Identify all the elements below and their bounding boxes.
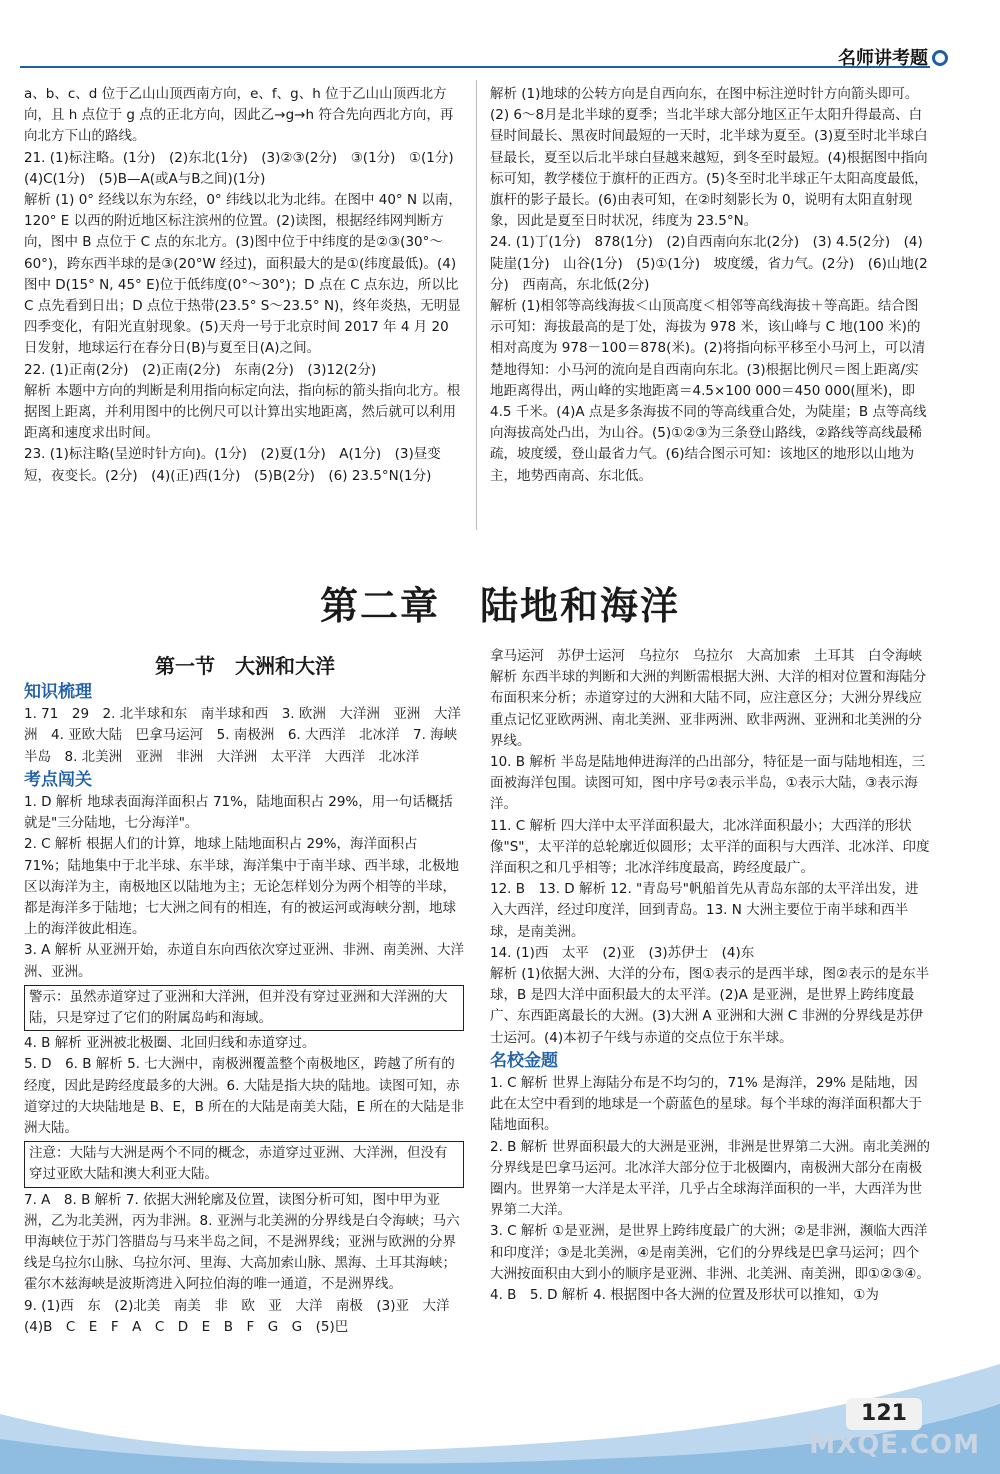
answer-21: 21. (1)标注略。(1分) (2)东北(1分) (3)②③(2分) ③(1分) ①(1分) (4)C(1分) (5)B—A(或A与B之间)(1分) [24, 149, 468, 187]
checkpoint-3: 3. A 解析 从亚洲开始，赤道自东向西依次穿过亚洲、非洲、南美洲、大洋洲、亚洲。 [24, 942, 464, 980]
answer-24: 24. (1)丁(1分) 878(1分) (2)自西南向东北(2分) (3) 4.5(2分) (4)陡崖(1分) 山谷(1分) (5)①(1分) 坡度缓，省力气。(2分) (6)山地(2分) 西南高，东北低(2分) [490, 234, 928, 293]
checkpoint-9-cont: 拿马运河 苏伊士运河 乌拉尔 乌拉尔 大高加索 土耳其 白令海峡 [490, 648, 922, 664]
checkpoint-2: 2. C 解析 根据人们的计算，地球上陆地面积占 29%，海洋面积占 71%；陆地集中于北半球、东半球，海洋集中于南半球、西半球，北极地区以海洋为主，南极地区以陆地为主；无论怎样划分为两个相等的半球，都是海洋多于陆地；七大洲之间有的相连，有的被运河或海峡分割，地球上的海洋彼此相连。 [24, 836, 460, 938]
answer-22: 22. (1)正南(2分) (2)正南(2分) 东南(2分) (3)12(2分) [24, 361, 377, 378]
chapter-title: 第二章 陆地和海洋 [319, 583, 680, 628]
section-title: 第一节 大洲和大洋 [155, 654, 335, 678]
analysis-21: 解析 (1) 0° 经线以东为东经，0° 纬线以北为北纬。在图中 40° N 以南，120° E 以西的附近地区标注滨州的位置。(2)读图，根据经纬网判断方向，图中 B 点位于 C 点的东北方。(3)图中位于中纬度的是②③(30°～60°)，跨东西半球的是③(20°W 经过)，面积最大的是①(纬度最低)。(4)图中 D(15° N, 45° E)位于低纬度(0°～30°)；D 点在 C 点东边，所以比 C 点先看到日出；D 点位于热带(23.5° S～23.5° N)，终年炎热，无明显四季变化，有阳光直射现象。(5)天舟一号于北京时间 2017 年 4 月 20 日发射，地球运行在春分日(B)与夏至日(A)之间。 [24, 192, 462, 357]
analysis-14: 解析 (1)依据大洲、大洋的分布，图①表示的是西半球，图②表示的是东半球，B 是四大洋中面积最大的太平洋。(2)A 是亚洲，是世界上跨纬度最广、东西距离最长的大洲。(3)大洲 A 亚洲和大洲 C 非洲的分界线是苏伊士运河。(4)本初子午线与赤道的交点位于东半球。 [490, 966, 930, 1046]
checkpoint-5-6: 5. D 6. B 解析 5. 七大洲中，南极洲覆盖整个南极地区，跨越了所有的经度，因此是跨经度最多的大洲。6. 大陆是指大块的陆地。读图可知，赤道穿过的大块陆地是 B、E，B 所在的大陆是南美大陆，E 所在的大陆是非洲大陆。 [24, 1056, 464, 1137]
watermark: MXQE.COM [809, 1430, 980, 1460]
right-top-column [490, 84, 930, 487]
checkpoint-9: 9. (1)西 东 (2)北美 南美 非 欧 亚 大洋 南极 (3)亚 大洋 (4)B C E F A C D E B F G G (5)巴 [24, 1297, 464, 1335]
checkpoint-1: 1. D 解析 地球表面海洋面积占 71%，陆地面积占 29%，用一句话概括就是"三分陆地，七分海洋"。 [24, 794, 453, 832]
checkpoint-14: 14. (1)西 太平 (2)亚 (3)苏伊士 (4)东 [490, 944, 755, 961]
checkpoint-4: 4. B 解析 亚洲被北极圈、北回归线和赤道穿过。 [24, 1035, 316, 1052]
right-bottom-column [490, 646, 930, 1306]
analysis-22: 解析 本题中方向的判断是利用指向标定向法，指向标的箭头指向北方。根据图上距离，并利用图中的比例尺可以计算出实地距离，然后就可以利用距离和速度求出时间。 [24, 382, 461, 442]
heading-knowledge: 知识梳理 [24, 682, 92, 702]
school-2: 2. B 解析 世界面积最大的大洲是亚洲，非洲是世界第二大洲。南北美洲的分界线是巴拿马运河。北冰洋大部分位于北极圈内，南极洲大部分在南极圈内。世界第一大洋是太平洋，几乎占全球海洋面积的一半，大西洋为世界第二大洋。 [490, 1138, 931, 1219]
warning-box: 警示：虽然赤道穿过了亚洲和大洋洲，但并没有穿过亚洲和大洋洲的大陆，只是穿过了它们的附属岛屿和海域。 [24, 985, 464, 1031]
column-divider [476, 80, 477, 530]
knowledge-answers: 1. 71 29 2. 北半球和东 南半球和西 3. 欧洲 大洋洲 亚洲 大洋洲 4. 亚欧大陆 巴拿马运河 5. 南极洲 6. 大西洋 北冰洋 7. 海峡 半岛 8. 北美洲 亚洲 非洲 大洋洲 太平洋 大西洋 北冰洋 [24, 706, 471, 765]
analysis-9: 解析 东西半球的判断和大洲的判断需根据大洲、大洋的相对位置和海陆分布面积来分析；赤道穿过的大洲和大陆不同，应注意区分；大洲分界线应重点记忆亚欧两洲、南北美洲、亚非两洲、欧非两洲、亚洲和北美洲的分界线。 [490, 669, 927, 749]
header-dot-icon [932, 50, 948, 66]
header-brand: 名师讲考题 [838, 48, 928, 69]
note-box: 注意：大陆与大洲是两个不同的概念，赤道穿过亚洲、大洋洲，但没有穿过亚欧大陆和澳大利亚大陆。 [24, 1141, 464, 1187]
answer-text: a、b、c、d 位于乙山山顶西南方向，e、f、g、h 位于乙山山顶西北方向，且 h 点位于 g 点的正北方向，因此乙→g→h 符合先向西北方向，再向北方下山的路线。 [24, 86, 454, 145]
school-4-5: 4. B 5. D 解析 4. 根据图中各大洲的位置及形状可以推知，①为 [490, 1287, 879, 1304]
header-rule [20, 66, 930, 68]
left-top-column [24, 84, 468, 487]
page-header [0, 0, 1000, 80]
analysis-23: 解析 (1)地球的公转方向是自西向东，在图中标注逆时针方向箭头即可。(2) 6～8月是北半球的夏季；当北半球大部分地区正午太阳升得最高、白昼时间最长、黑夜时间最短的一天时，北半球为夏至。(3)夏至时北半球白昼最长，夏至以后北半球白昼越来越短，到冬至时最短。(4)根据图中指向标可知，教学楼位于旗杆的正西方。(5)冬至时北半球正午太阳高度最低，旗杆的影子最长。(6)由表可知，在②时刻影长为 0，说明有太阳直射现象，因此是夏至日时状况，纬度为 23.5°N。 [490, 86, 928, 230]
checkpoint-7-8: 7. A 8. B 解析 7. 依据大洲轮廓及位置，读图分析可知，图中甲为亚洲，乙为北美洲，丙为非洲。8. 亚洲与北美洲的分界线是白令海峡；马六甲海峡位于苏门答腊岛与马来半岛之间，不是洲界线；亚洲与欧洲的分界线是乌拉尔山脉、乌拉尔河、里海、大高加索山脉、黑海、土耳其海峡；霍尔木兹海峡是波斯湾进入阿拉伯海的唯一通道，不是洲界线。 [24, 1191, 460, 1293]
page-number: 121 [846, 1398, 922, 1430]
heading-checkpoints: 考点闯关 [24, 769, 92, 790]
school-3: 3. C 解析 ①是亚洲，是世界上跨纬度最广的大洲；②是非洲，濒临大西洋和印度洋；③是北美洲，④是南美洲，它们的分界线是巴拿马运河；四个大洲按面积由大到小的顺序是亚洲、非洲、北美洲、南美洲，即①②③④。 [490, 1223, 930, 1282]
checkpoint-10: 10. B 解析 半岛是陆地伸进海洋的凸出部分，特征是一面与陆地相连，三面被海洋包围。读图可知，图中序号②表示半岛，①表示大陆，③表示海洋。 [490, 754, 926, 813]
left-bottom-column [24, 680, 471, 1338]
heading-school-questions: 名校金题 [490, 1050, 558, 1071]
answer-23: 23. (1)标注略(呈逆时针方向)。(1分) (2)夏(1分) A(1分) (3)昼变短，夜变长。(2分) (4)(正)西(1分) (5)B(2分) (6) 23.5°N(1分) [24, 446, 441, 484]
checkpoint-12-13: 12. B 13. D 解析 12. "青岛号"帆船首先从青岛东部的太平洋出发，进入大西洋，经过印度洋，回到青岛。13. N 大洲主要位于南半球和西半球，是南美洲。 [490, 881, 919, 940]
checkpoint-11: 11. C 解析 四大洋中太平洋面积最大，北冰洋面积最小；大西洋的形状像"S"，太平洋的总轮廓近似圆形；太平洋的面积与大西洋、北冰洋、印度洋面积之和几乎相等；北冰洋纬度最高，跨经度最广。 [490, 817, 930, 877]
analysis-24: 解析 (1)相邻等高线海拔＜山顶高度＜相邻等高线海拔＋等高距。结合图示可知：海拔最高的是丁处，海拔为 978 米，该山峰与 C 地(100 米)的相对高度为 978－100＝878(米)。(2)将指向标平移至小马河上，可以清楚地得知：小马河的流向是自西南向东北。(3)根据比例尺＝图上距离/实地距离得出，两山峰的实地距离＝4.5×100 000＝450 000(厘米)，即 4.5 千米。(4)A 点是多条海拔不同的等高线重合处，为陡崖；B 点等高线向海拔高处凸出，为山谷。(5)①②③为三条登山路线，②路线等高线最稀疏，坡度缓，登山最省力气。(6)结合图示可知：该地区的地形以山地为主，地势西南高、东北低。 [490, 298, 927, 484]
school-1: 1. C 解析 世界上海陆分布是不均匀的，71% 是海洋，29% 是陆地，因此在太空中看到的地球是一个蔚蓝色的星球。每个半球的海洋面积都大于陆地面积。 [490, 1075, 922, 1134]
